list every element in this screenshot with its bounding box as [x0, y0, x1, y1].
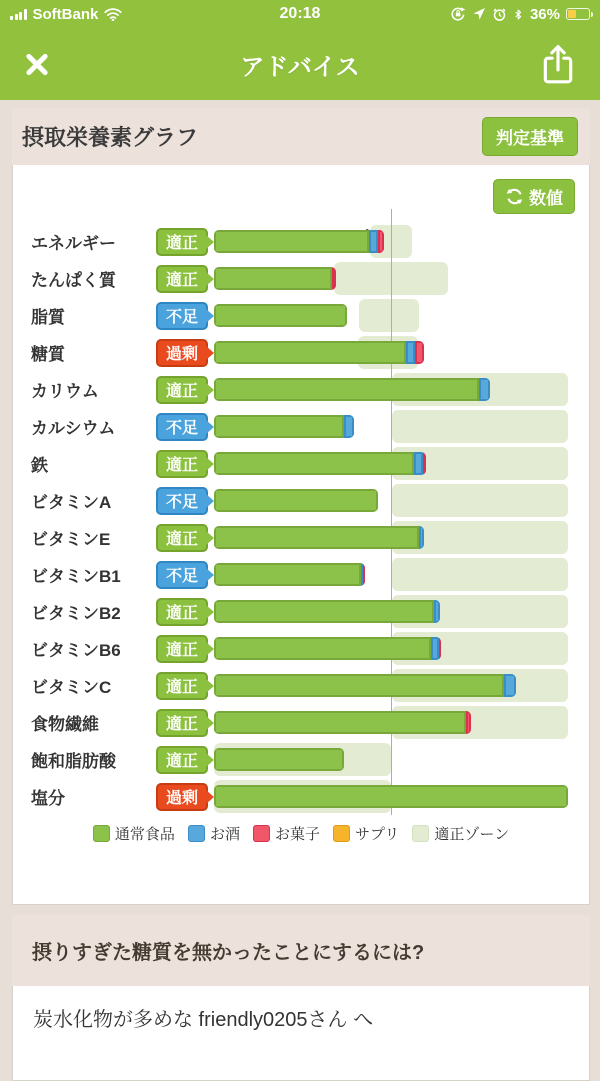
nutrient-row [13, 223, 589, 260]
chart-card [12, 165, 590, 905]
status-badge-ok: 適正 [156, 672, 208, 700]
nutrient-label: ビタミンB6 [31, 641, 121, 660]
nutrient-label: エネルギー [31, 234, 116, 253]
numeric-toggle-button[interactable] [493, 179, 575, 214]
bar-segment-food [214, 230, 369, 253]
numeric-toggle-label: 数値 [529, 189, 563, 208]
status-badge-ok: 適正 [156, 635, 208, 663]
battery-percent: 36% [529, 5, 560, 23]
status-badge-high: 過剰 [156, 783, 208, 811]
bar-segment-alcohol [434, 600, 440, 623]
status-badge-ok: 適正 [156, 524, 208, 552]
intake-bar [214, 304, 347, 327]
bar-segment-alcohol [479, 378, 490, 401]
intake-bar [214, 600, 440, 623]
bar-segment-alcohol [406, 341, 415, 364]
legend-label: お菓子 [274, 826, 320, 843]
intake-bar [214, 637, 441, 660]
nutrient-label: 飽和脂肪酸 [31, 752, 116, 771]
intake-bar [214, 230, 384, 253]
intake-bar [214, 489, 378, 512]
bar-track [214, 297, 574, 334]
chart-rows [13, 223, 589, 815]
bar-track [214, 741, 574, 778]
legend-swatch-sweets [253, 825, 270, 842]
nutrient-label: 脂質 [31, 308, 65, 327]
target-zone [392, 410, 568, 443]
bar-segment-alcohol [369, 230, 378, 253]
intake-bar [214, 563, 365, 586]
bar-segment-food [214, 526, 419, 549]
bar-track [214, 556, 574, 593]
status-badge-low: 不足 [156, 302, 208, 330]
bar-track [214, 630, 574, 667]
bar-segment-sweets [423, 452, 426, 475]
status-badge-ok: 適正 [156, 450, 208, 478]
bar-segment-alcohol [344, 415, 354, 438]
alarm-icon [492, 7, 507, 22]
bar-segment-food [214, 748, 344, 771]
status-badge-ok: 適正 [156, 709, 208, 737]
nutrient-label: 塩分 [31, 789, 65, 808]
status-badge-ok: 適正 [156, 228, 208, 256]
bar-segment-food [214, 563, 361, 586]
bar-segment-alcohol [431, 637, 439, 660]
orientation-lock-icon [450, 6, 466, 22]
nutrient-row [13, 593, 589, 630]
nutrient-row [13, 741, 589, 778]
nutrient-row [13, 630, 589, 667]
bar-segment-food [214, 674, 504, 697]
bar-segment-sweets [466, 711, 471, 734]
bar-track [214, 519, 574, 556]
bar-track [214, 482, 574, 519]
nutrient-label: ビタミンA [31, 493, 112, 512]
share-button[interactable] [538, 42, 578, 86]
bar-segment-sweets [332, 267, 336, 290]
clock: 20:18 [279, 5, 321, 22]
bar-track [214, 334, 574, 371]
legend-item-zone [412, 823, 509, 844]
intake-bar [214, 674, 516, 697]
nutrient-label: 糖質 [31, 345, 65, 364]
nutrient-label: ビタミンB2 [31, 604, 121, 623]
legend-label: 適正ゾーン [434, 826, 510, 843]
nutrient-label: カリウム [31, 382, 99, 401]
nutrient-label: ビタミンE [31, 530, 111, 549]
bar-track [214, 445, 574, 482]
bar-track [214, 371, 574, 408]
bar-segment-sweets [378, 230, 384, 253]
legend-label: お酒 [209, 826, 240, 843]
bar-segment-food [214, 637, 431, 660]
bar-segment-food [214, 785, 568, 808]
target-zone [359, 299, 419, 332]
bar-segment-food [214, 378, 479, 401]
bar-segment-food [214, 415, 344, 438]
intake-bar [214, 526, 424, 549]
status-badge-low: 不足 [156, 561, 208, 589]
bar-segment-sweets [415, 341, 424, 364]
nutrient-row [13, 371, 589, 408]
legend-item-supplement [333, 823, 399, 844]
nutrient-row [13, 667, 589, 704]
nutrient-row [13, 778, 589, 815]
status-bar [0, 0, 600, 28]
bar-track [214, 667, 574, 704]
bar-segment-alcohol [419, 526, 424, 549]
status-badge-ok: 適正 [156, 265, 208, 293]
advice-body-text: 炭水化物が多めな friendly0205さん へ [12, 986, 590, 1081]
bluetooth-icon [513, 7, 524, 22]
bar-segment-food [214, 304, 347, 327]
nutrient-label: 食物繊維 [31, 715, 99, 734]
nav-bar [0, 28, 600, 100]
intake-bar [214, 341, 424, 364]
nutrient-row [13, 482, 589, 519]
nutrient-graph-card [12, 108, 590, 905]
intake-bar [214, 785, 568, 808]
advice-question: 摂りすぎた糖質を無かったことにするには? [12, 915, 590, 986]
bar-segment-sweets [439, 637, 441, 660]
status-badge-high: 過剰 [156, 339, 208, 367]
battery-icon [566, 8, 590, 20]
nutrient-label: 鉄 [31, 456, 48, 475]
bar-track [214, 260, 574, 297]
bar-track [214, 223, 574, 260]
nutrient-row [13, 556, 589, 593]
nutrient-label: たんぱく質 [31, 271, 116, 290]
bar-segment-alcohol [504, 674, 516, 697]
intake-bar [214, 378, 490, 401]
bar-segment-food [214, 452, 414, 475]
nutrient-label: ビタミンB1 [31, 567, 121, 586]
nutrient-label: ビタミンC [31, 678, 112, 697]
legend-swatch-alcohol [188, 825, 205, 842]
chart-body [13, 223, 589, 815]
carrier-label: SoftBank [32, 5, 99, 23]
section-title: 摂取栄養素グラフ [22, 125, 199, 150]
status-badge-low: 不足 [156, 413, 208, 441]
bar-segment-food [214, 341, 406, 364]
legend-swatch-zone [412, 825, 429, 842]
page-title: アドバイス [240, 53, 360, 81]
bar-track [214, 778, 574, 815]
refresh-icon [505, 187, 524, 206]
target-zone [392, 558, 568, 591]
bar-segment-food [214, 711, 466, 734]
target-zone [392, 484, 568, 517]
bar-segment-food [214, 267, 332, 290]
status-badge-ok: 適正 [156, 598, 208, 626]
bar-track [214, 593, 574, 630]
nutrient-row [13, 297, 589, 334]
nutrient-row [13, 704, 589, 741]
nutrient-row [13, 260, 589, 297]
legend-swatch-food [93, 825, 110, 842]
intake-bar [214, 415, 354, 438]
legend-label: サプリ [354, 826, 400, 843]
nutrient-row [13, 334, 589, 371]
nutrient-label: カルシウム [31, 419, 116, 438]
status-badge-ok: 適正 [156, 746, 208, 774]
section-header [12, 108, 590, 165]
status-badge-low: 不足 [156, 487, 208, 515]
bar-segment-food [214, 600, 434, 623]
intake-bar [214, 711, 471, 734]
intake-bar [214, 452, 426, 475]
chart-legend [13, 823, 589, 844]
bar-segment-alcohol [414, 452, 423, 475]
bar-segment-food [214, 489, 378, 512]
bar-track [214, 704, 574, 741]
nutrient-row [13, 408, 589, 445]
nutrient-row [13, 519, 589, 556]
legend-item-sweets [253, 823, 320, 844]
nutrient-row [13, 445, 589, 482]
bar-segment-sweets [363, 563, 365, 586]
legend-swatch-supplement [333, 825, 350, 842]
status-badge-ok: 適正 [156, 376, 208, 404]
intake-bar [214, 267, 336, 290]
location-icon [472, 7, 486, 21]
legend-item-food [93, 823, 175, 844]
bar-track [214, 408, 574, 445]
legend-item-alcohol [188, 823, 240, 844]
advice-card [12, 915, 590, 1081]
criteria-button[interactable]: 判定基準 [482, 117, 578, 156]
legend-label: 通常食品 [114, 826, 175, 843]
intake-bar [214, 748, 344, 771]
